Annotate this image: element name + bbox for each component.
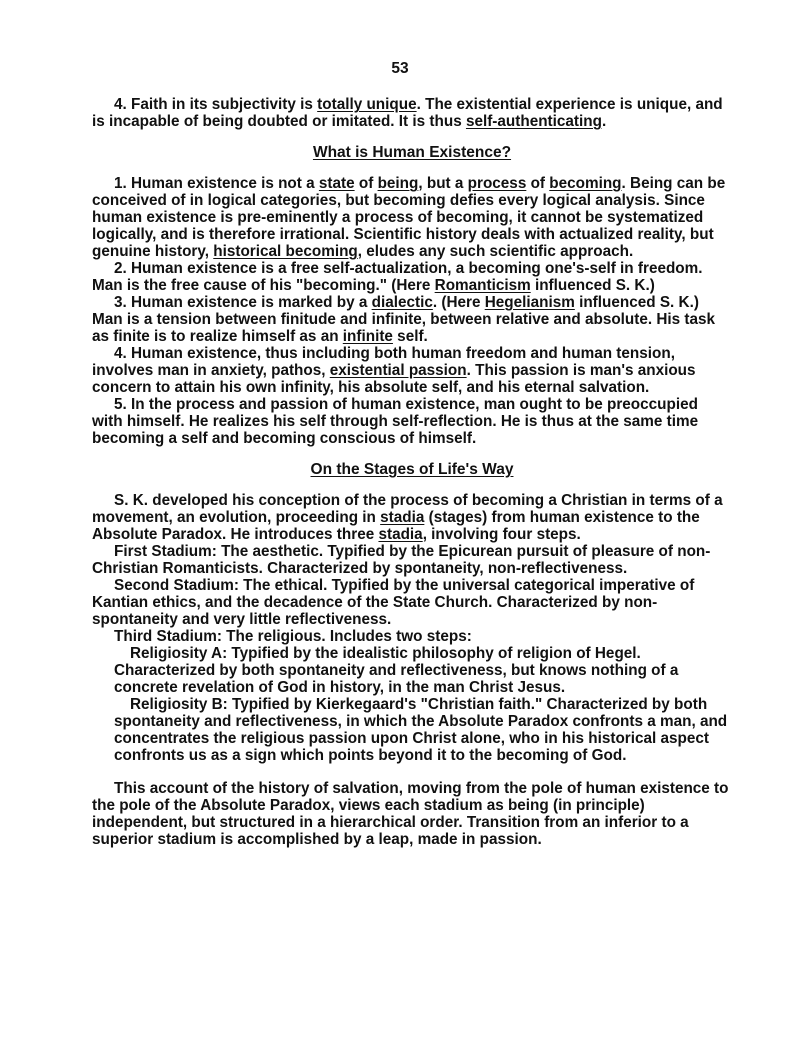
text-run: . [601,113,607,130]
section-heading-stages: On the Stages of Life's Way [310,461,514,478]
stages-intro-paragraph: S. K. developed his conception of the process of becoming a Christian in terms of a movement, an evolution, proceeding in stadia (stages) from human existence to the Absolute Paradox. He introduces three stadia, involving four steps. [92,492,723,543]
page-number: 53 [391,60,409,77]
underlined-term: totally unique [317,96,417,113]
existence-point-3: 3. Human existence is marked by a dialectic. (Here Hegelianism influenced S. K.) Man is a tension between finitude and infinite, between relative and absolute. His task as finite is to realize himself as an infinite self. [92,294,716,345]
underlined-term: self-authenticating [465,113,602,130]
religiosity-a: Religiosity A: Typified by the idealistic philosophy of religion of Hegel. Characterized by both spontaneity and reflectiveness, but knows nothing of a concrete revelation of God in history, in the man Christ Jesus. [114,645,679,696]
page-body [92,96,732,848]
existence-point-2: 2. Human existence is a free self-actualization, a becoming one's-self in freedom. Man is the free cause of his "becoming." (Here Romanticism influenced S. K.) [92,260,703,294]
religiosity-b: Religiosity B: Typified by Kierkegaard's "Christian faith." Characterized by both spontaneity and reflectiveness, in which the Absolute Paradox confronts a man, and concentrates the religious passion upon Christ alone, who in his historical aspect confronts us as a sign which points beyond it to the becoming of God. [114,696,728,764]
existence-point-1: 1. Human existence is not a state of being, but a process of becoming. Being can be conceived of in logical categories, but becoming defies every logical analysis. Since human existence is pre-eminently a process of becoming, it cannot be systematized logically, and is therefore irrational. Scientific history deals with actualized reality, but genuine history, historical becoming, eludes any such scientific approach. [92,175,726,260]
text-run: 4. Faith in its subjectivity is [114,96,318,113]
existence-point-5: 5. In the process and passion of human existence, man ought to be preoccupied with himself. He realizes his self through self-reflection. He is thus at the same time becoming a self and becoming conscious of himself. [92,396,699,447]
second-stadium: Second Stadium: The ethical. Typified by the universal categorical imperative of Kantian ethics, and the decadence of the State Church. Characterized by non-spontaneity and very little reflectiveness. [92,577,695,628]
first-stadium: First Stadium: The aesthetic. Typified by the Epicurean pursuit of pleasure of non-Christian Romanticists. Characterized by spontaneity, non-reflectiveness. [92,543,711,577]
text-run: . The existential experience is unique, and is incapable of being doubted or imitated. It is thus [92,96,723,130]
existence-point-4: 4. Human existence, thus including both human freedom and human tension, involves man in anxiety, pathos, existential passion. This passion is man's anxious concern to attain his own infinity, his absolute self, and his eternal salvation. [92,345,696,396]
third-stadium: Third Stadium: The religious. Includes two steps: [114,628,472,645]
closing-paragraph: This account of the history of salvation, moving from the pole of human existence to the pole of the Absolute Paradox, views each stadium as being (in principle) independent, but structured in a hierarchical order. Transition from an inferior to a superior stadium is accomplished by a leap, made in passion. [92,780,729,848]
faith-paragraph [92,96,732,130]
section-heading-human-existence: What is Human Existence? [312,144,512,161]
